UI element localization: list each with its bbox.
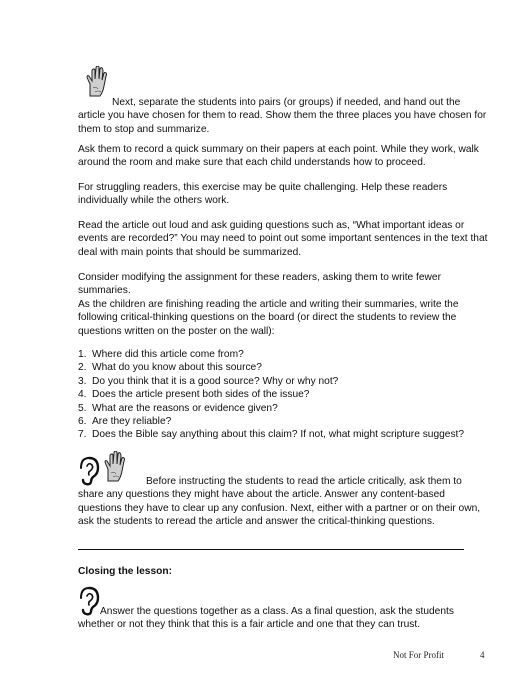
paragraph-modify-assignment: Consider modifying the assignment for these readers, asking them to write fewer summaries. (78, 272, 441, 297)
section-divider (78, 549, 464, 550)
paragraph-pair-groups: Next, separate the students into pairs (or groups) if needed, and hand out the article you have chosen for them to read. Show them the three places you have chosen for them to stop and summarize. (78, 97, 487, 135)
paragraph-before-instructing: Before instructing the students to read the article critically, ask them to share any questions they might have about the article. Answer any content-based questions they have to clear up any confusion. Next, either with a partner or on their own, ask the students to reread the article and answer the critical-thinking questions. (78, 476, 481, 528)
list-item: 3. Do you think that it is a good source? Why or why not? (78, 375, 339, 387)
list-item: 5. What are the reasons or evidence given? (78, 402, 278, 414)
closing-heading: Closing the lesson: (78, 566, 172, 577)
list-item: 7. Does the Bible say anything about this claim? If not, what might scripture suggest? (78, 429, 465, 441)
paragraph-record-summary: Ask them to record a quick summary on their papers at each point. While they work, walk around the room and make sure that each child understands how to proceed. (78, 144, 479, 169)
list-item: 1. Where did this article come from? (78, 349, 244, 360)
hand-icon (86, 66, 108, 98)
page-number: 4 (480, 650, 485, 660)
paragraph-closing: Answer the questions together as a class. As a final question, ask the students whether or not they think that this is a fair article and one that they can trust. (78, 606, 454, 631)
list-item: 4. Does the article present both sides of the issue? (78, 389, 310, 401)
critical-thinking-questions (78, 348, 498, 442)
list-item: 6. Are they reliable? (78, 416, 172, 428)
paragraph-struggling-readers: For struggling readers, this exercise may be quite challenging. Help these readers individually while the others work. (78, 182, 448, 207)
list-item: 2. What do you know about this source? (78, 362, 262, 374)
footer-text: Not For Profit (393, 650, 445, 660)
paragraph-critical-thinking-intro: As the children are finishing reading the article and writing their summaries, write the following critical-thinking questions on the board (or direct the students to review the questions written on the poster on the wall): (78, 299, 459, 337)
paragraph-read-aloud: Read the article out loud and ask guiding questions such as, “What important ideas or events are recorded?” You may need to point out some important sentences in the text that deal with main points that should be summarized. (78, 220, 488, 258)
